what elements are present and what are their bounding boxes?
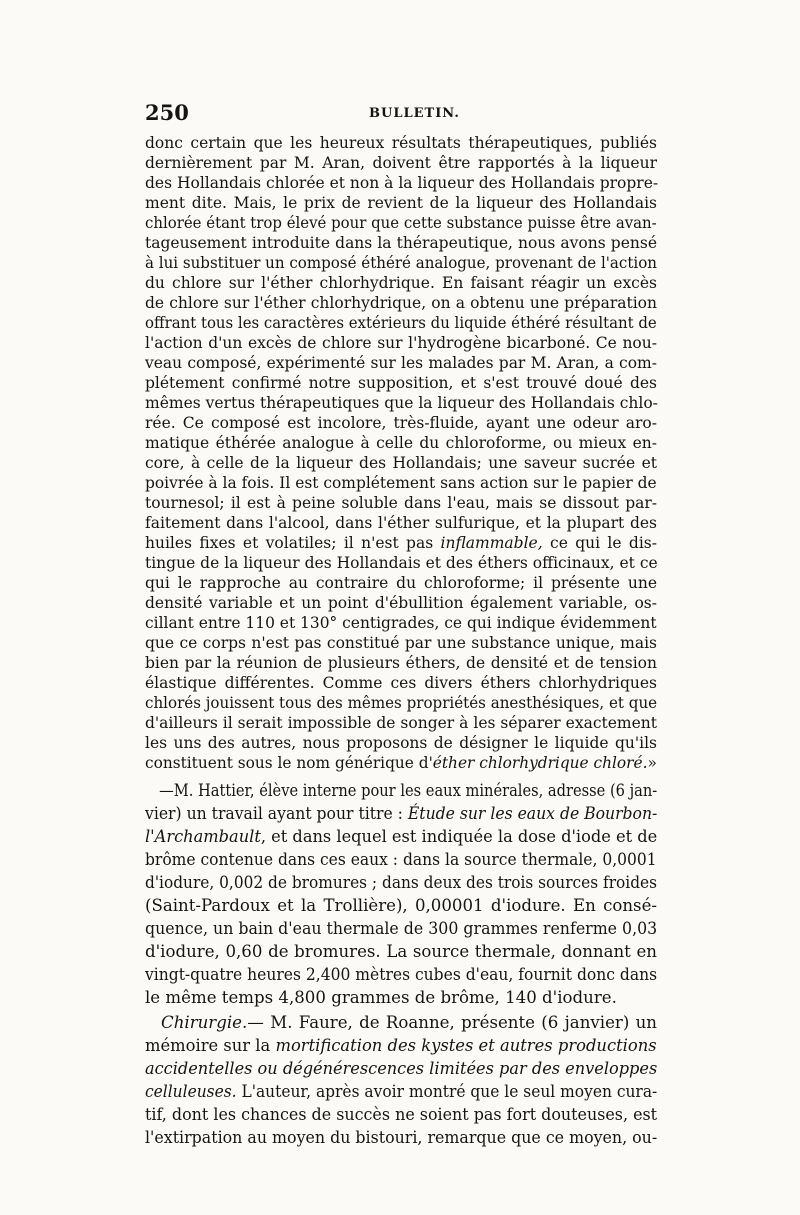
text-line: brôme contenue dans ces eaux : dans la source thermale, 0,0001 [145,850,657,869]
text-run: L'auteur, après avoir montré que le seul moyen cura- [236,1082,658,1101]
text-line [145,533,657,553]
text-run: constituent sous le nom générique d' [145,754,433,772]
page-header [145,100,657,128]
running-head: BULLETIN. [369,106,460,121]
italic-term: inflammable, [440,534,543,552]
text-run: huiles fixes et volatiles; il n'est pas [145,534,434,552]
text-line: tournesol; il est à peine soluble dans l'eau, mais se dissout par- [145,494,657,512]
text-line: tingue de la liqueur des Hollandais et des éthers officinaux, et ce [145,554,658,572]
page-number: 250 [145,100,189,125]
text-line [145,826,658,848]
italic-title: mortification des kystes et autres productions [275,1036,657,1055]
text-line: core, à celle de la liqueur des Hollandais; une saveur sucrée et [145,454,657,472]
text-line: donc certain que les heureux résultats thérapeutiques, publiés [145,134,657,152]
text-line: dernièrement par M. Aran, doivent être rapportés à la liqueur [145,154,657,172]
text-line: plétement confirmé notre supposition, et s'est trouvé doué des [145,374,657,392]
text-line: tif, dont les chances de succès ne soient pas fort douteuses, est [145,1105,658,1124]
text-line: cillant entre 110 et 130° centigrades, ce qui indique évidemment [145,614,657,632]
text-line [145,1058,658,1080]
text-line [145,1012,657,1034]
text-line: qui le rapproche au contraire du chloroforme; il présente une [145,574,657,592]
text-line: d'iodure, 0,002 de bromures ; dans deux des trois sources froides [145,873,658,892]
text-line: tageusement introduite dans la thérapeutique, nous avons pensé [145,234,657,252]
text-run: mémoire sur la [145,1036,276,1055]
text-line: densité variable et un point d'ébullition également variable, os- [145,594,657,612]
text-line: —M. Hattier, élève interne pour les eaux minérales, adresse (6 jan- [159,781,658,800]
text-line [145,1035,657,1057]
text-line [145,1081,658,1103]
italic-title: accidentelles ou dégénérescences limitées par des enveloppes [145,1059,658,1078]
text-line: élastique différentes. Comme ces divers éthers chlorhydriques [145,674,657,692]
text-line: (Saint-Pardoux et la Trollière), 0,00001 d'iodure. En consé- [145,896,657,915]
text-line: l'extirpation au moyen du bistouri, remarque que ce moyen, ou- [145,1128,658,1147]
text-line: du chlore sur l'éther chlorhydrique. En faisant réagir un excès [145,274,657,292]
text-line: à lui substituer un composé éthéré analogue, provenant de l'action [145,254,657,272]
text-line: faitement dans l'alcool, dans l'éther sulfurique, et la plupart des [145,514,657,532]
text-line: bien par la réunion de plusieurs éthers, de densité et de tension [145,654,657,672]
italic-title: Étude sur les eaux de Bourbon- [407,804,658,823]
text-run: ce qui le dis- [542,534,657,552]
text-line [145,753,657,773]
text-line: que ce corps n'est pas constitué par une substance unique, mais [145,634,657,652]
italic-term: éther chlorhydrique chloré. [432,754,648,772]
closing-quote: » [647,754,657,772]
italic-title: celluleuses. [145,1082,237,1101]
text-line: chlorée étant trop élevé pour que cette substance puisse être avan- [145,214,657,232]
italic-title: l'Archambault [145,827,261,846]
text-line: vingt-quatre heures 2,400 mètres cubes d'eau, fournit donc dans [145,965,658,984]
text-run: — M. Faure, de Roanne, présente (6 janvier) un [247,1013,657,1032]
text-line: quence, un bain d'eau thermale de 300 grammes renferme 0,03 [145,919,658,938]
text-line: mêmes vertus thérapeutiques que la liqueur des Hollandais chlo- [145,394,658,412]
text-line: ment dite. Mais, le prix de revient de la liqueur des Hollandais [145,194,657,212]
text-line: l'action d'un excès de chlore sur l'hydrogène bicarboné. Ce nou- [145,334,657,352]
section-label: Chirurgie. [161,1013,248,1032]
text-line: de chlore sur l'éther chlorhydrique, on a obtenu une préparation [145,294,657,312]
text-line: le même temps 4,800 grammes de brôme, 140 d'iodure. [145,988,617,1007]
text-line: chlorés jouissent tous des mêmes propriétés anesthésiques, et que [145,694,658,712]
text-run: vier) un travail ayant pour titre : [145,804,403,823]
text-run: , et dans lequel est indiquée la dose d'iode et de [260,827,658,846]
text-line: les uns des autres, nous proposons de désigner le liquide qu'ils [145,734,657,752]
text-line: veau composé, expérimenté sur les malades par M. Aran, a com- [145,354,657,372]
text-line: d'iodure, 0,60 de bromures. La source thermale, donnant en [145,942,657,961]
text-line: matique éthérée analogue à celle du chloroforme, ou mieux en- [145,434,657,452]
text-line: offrant tous les caractères extérieurs du liquide éthéré résultant de [145,314,657,332]
text-line: des Hollandais chlorée et non à la liqueur des Hollandais propre- [145,174,659,192]
text-line: rée. Ce composé est incolore, très-fluide, ayant une odeur aro- [145,414,657,432]
text-line: poivrée à la fois. Il est complétement sans action sur le papier de [145,474,657,492]
text-line: d'ailleurs il serait impossible de songer à les séparer exactement [145,714,657,732]
text-line [145,803,658,825]
